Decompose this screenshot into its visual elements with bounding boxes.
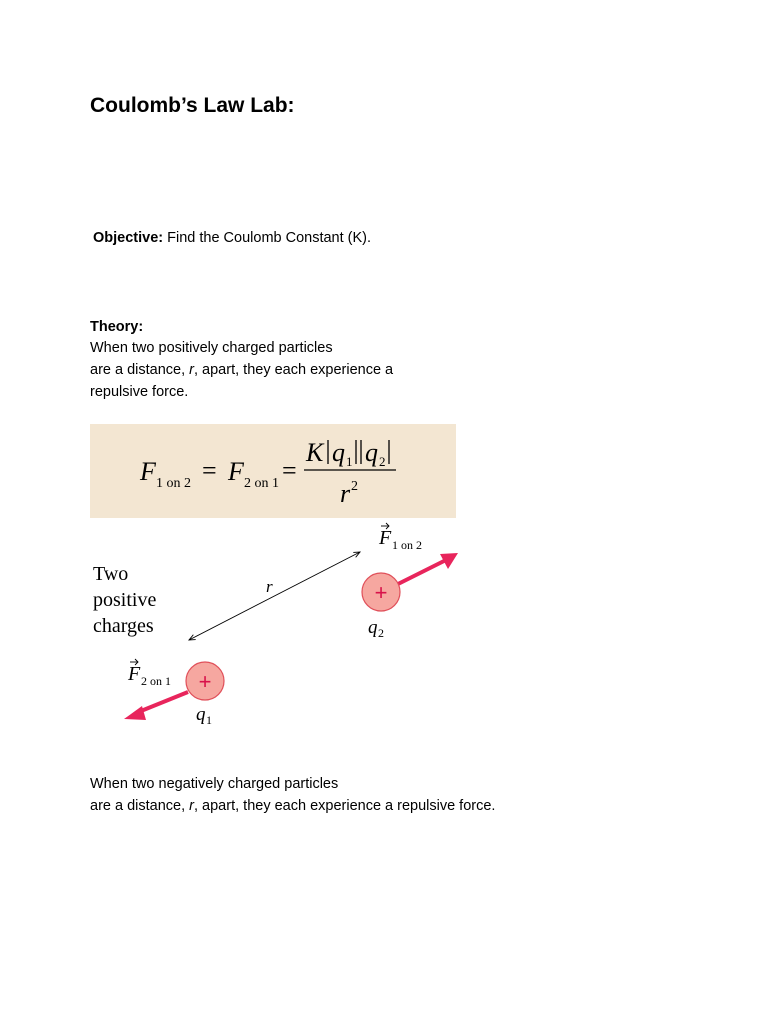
- distance-variable: r: [189, 362, 194, 378]
- formula-f2: F: [228, 457, 244, 486]
- formula-r: r: [340, 479, 351, 508]
- charges-diagram-svg: [90, 518, 470, 728]
- theory-line-3: repulsive force.: [90, 384, 189, 400]
- formula-q2-sub: 2: [379, 454, 386, 469]
- formula-sub-2on1: 2 on 1: [244, 476, 279, 491]
- force-arrow-1on2-shaft: [396, 560, 446, 585]
- caption-line-3: charges: [93, 615, 154, 637]
- objective-text: Find the Coulomb Constant (K).: [163, 230, 372, 246]
- negative-line-1: When two negatively charged particles: [90, 776, 339, 792]
- formula-q2: q: [365, 438, 378, 467]
- formula-f1: F: [140, 457, 156, 486]
- q1-sub: 1: [206, 713, 212, 727]
- theory-line-2: are a distance, r, apart, they each experience a: [90, 362, 394, 378]
- formula-k: K: [306, 438, 324, 467]
- formula-r-exp: 2: [351, 479, 358, 494]
- theory-heading: Theory:: [90, 319, 144, 335]
- q2-label: q: [368, 617, 378, 638]
- negative-paragraph: [90, 773, 495, 817]
- objective-paragraph: [93, 227, 371, 249]
- theory-line-1: When two positively charged particles: [90, 340, 333, 356]
- force-2on1-f: F: [128, 663, 141, 685]
- distance-arrow: [189, 552, 360, 640]
- formula-sub-1on2: 1 on 2: [156, 476, 191, 491]
- force-1on2-sub: 1 on 2: [392, 538, 422, 552]
- q1-label: q: [196, 704, 206, 725]
- theory-paragraph: [90, 337, 393, 403]
- q2-sub: 2: [378, 626, 384, 640]
- charges-diagram: [90, 518, 470, 728]
- caption-line-2: positive: [93, 589, 157, 611]
- distance-variable: r: [189, 798, 194, 814]
- objective-label: Objective:: [93, 230, 164, 246]
- distance-label: r: [266, 577, 273, 596]
- force-label-1on2: [378, 523, 422, 552]
- force-2on1-sub: 2 on 1: [141, 674, 171, 688]
- coulomb-formula: [90, 424, 456, 518]
- coulomb-formula-box: [90, 424, 456, 518]
- force-arrow-2on1-shaft: [136, 692, 188, 713]
- formula-q1-sub: 1: [346, 454, 353, 469]
- charge-q2-plus: +: [374, 580, 388, 605]
- force-1on2-f: F: [379, 527, 392, 549]
- caption-line-1: Two: [93, 563, 129, 585]
- formula-q1: q: [332, 438, 345, 467]
- force-label-2on1: [127, 659, 171, 688]
- formula-equals-1: =: [202, 456, 217, 485]
- negative-line-2: are a distance, r, apart, they each experience a repulsive force.: [90, 798, 496, 814]
- formula-equals-2: =: [282, 456, 297, 485]
- force-arrow-2on1-head: [124, 706, 146, 720]
- charge-q1-plus: +: [198, 669, 212, 694]
- page-title: Coulomb’s Law Lab:: [90, 94, 295, 117]
